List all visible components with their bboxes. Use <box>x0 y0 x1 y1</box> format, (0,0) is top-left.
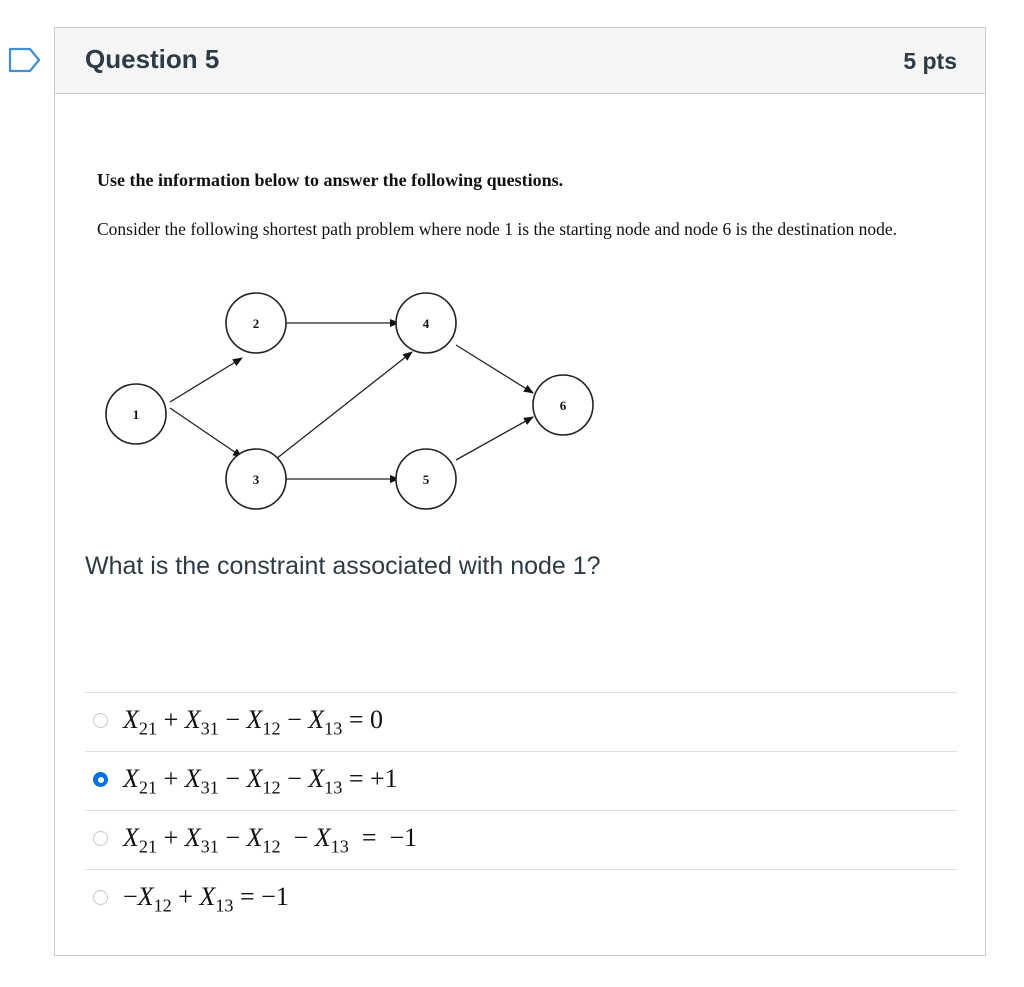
answer-option[interactable] <box>85 692 957 751</box>
edge-5-6 <box>456 417 533 460</box>
intro-description: Consider the following shortest path problem where node 1 is the starting node and node 6 is the destination node. <box>97 219 897 239</box>
bookmark-icon[interactable] <box>8 47 42 73</box>
node-5-label: 5 <box>422 472 430 487</box>
node-4-label: 4 <box>422 316 430 331</box>
answer-option[interactable] <box>85 869 957 928</box>
question-text: What is the constraint associated with node 1? <box>85 552 601 580</box>
node-3-label: 3 <box>252 472 260 487</box>
edge-1-3 <box>170 408 242 457</box>
node-2-label: 2 <box>252 316 260 331</box>
answer-text: $X_{21} + X_{31} - X_{12} - X_{13} = 0$ <box>123 705 383 739</box>
question-points: 5 pts <box>903 48 957 74</box>
edge-4-6 <box>456 345 533 393</box>
intro-heading: Use the information below to answer the following questions. <box>97 170 564 190</box>
radio-button[interactable] <box>93 713 108 728</box>
radio-button[interactable] <box>93 831 108 846</box>
question-title: Question 5 <box>85 44 220 74</box>
edge-3-4 <box>276 352 412 459</box>
node-1-label: 1 <box>132 407 140 422</box>
answer-list <box>85 692 957 928</box>
question-header <box>55 28 985 94</box>
question-card <box>54 27 986 956</box>
answer-text: $X_{21} + X_{31} - X_{12} - X_{13} = +1$ <box>123 764 398 798</box>
radio-button[interactable] <box>93 772 108 787</box>
edge-1-2 <box>170 358 242 402</box>
radio-button[interactable] <box>93 890 108 905</box>
answer-option[interactable] <box>85 751 957 810</box>
answer-option[interactable] <box>85 810 957 869</box>
answer-text: $X_{21} + X_{31} - X_{12} - X_{13} = -1$ <box>123 823 418 857</box>
node-6-label: 6 <box>559 398 567 413</box>
answer-text: $-X_{12} + X_{13} = -1$ <box>123 882 289 916</box>
shortest-path-network-diagram <box>99 290 659 540</box>
